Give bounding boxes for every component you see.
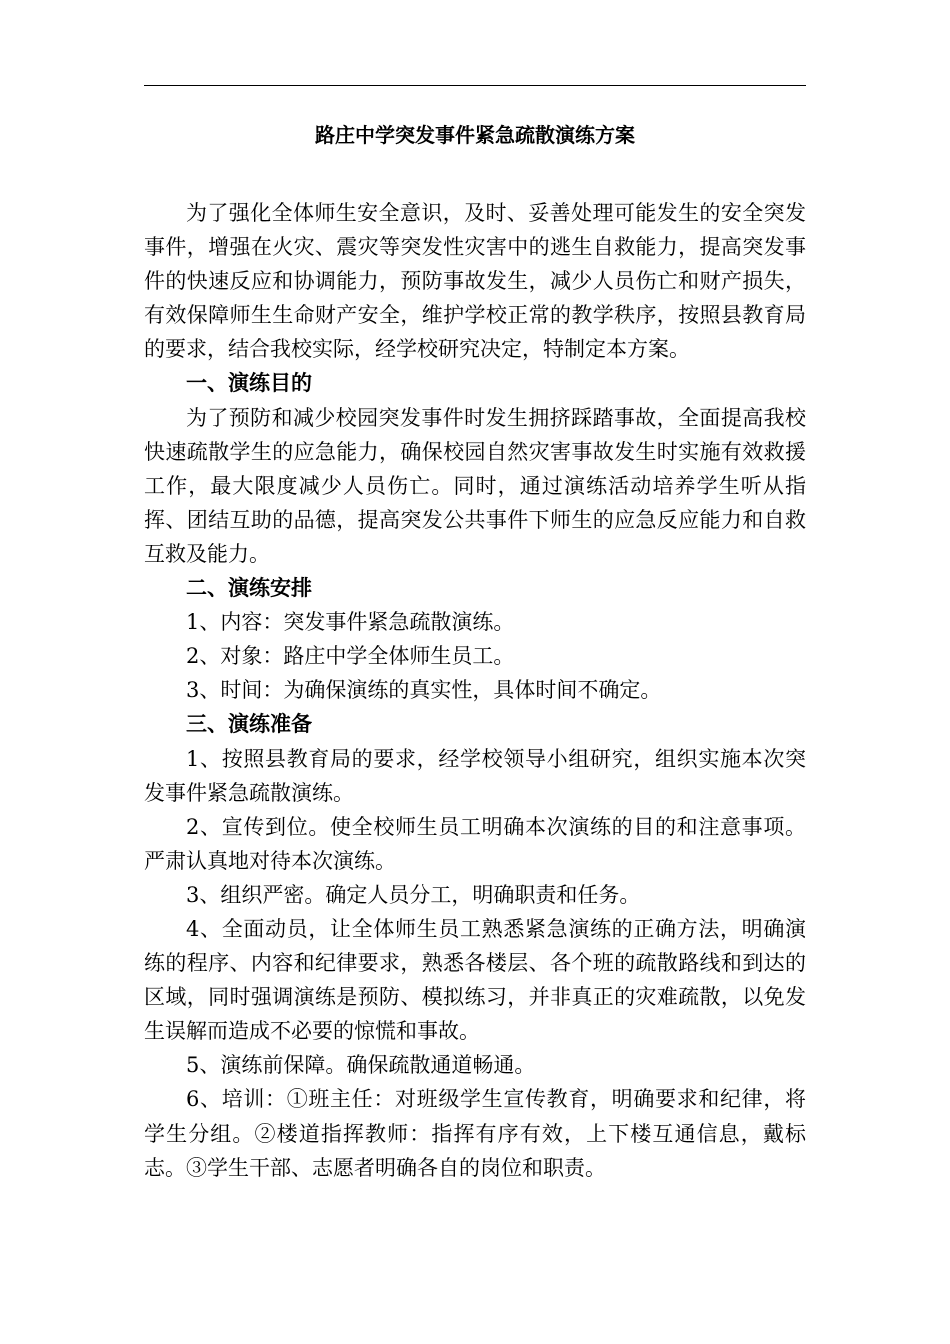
document-body (144, 196, 806, 1185)
header-rule (144, 85, 806, 86)
section-heading-purpose: 一、演练目的 (186, 370, 312, 396)
arrangement-item: 3、时间：为确保演练的真实性，具体时间不确定。 (186, 678, 662, 703)
document-title: 路庄中学突发事件紧急疏散演练方案 (315, 123, 635, 147)
section-paragraph-purpose: 为了预防和减少校园突发事件时发生拥挤踩踏事故，全面提高我校快速疏散学生的应急能力，确保校园自然灾害事故发生时实施有效救援工作，最大限度减少人员伤亡。同时，通过演练活动培养学生听从指挥、团结互助的品德，提高突发公共事件下师生的应急反应能力和自救互救及能力。 (144, 405, 806, 566)
arrangement-item: 2、对象：路庄中学全体师生员工。 (186, 644, 515, 669)
preparation-item: 3、组织严密。确定人员分工，明确职责和任务。 (186, 882, 641, 907)
intro-paragraph: 为了强化全体师生安全意识，及时、妥善处理可能发生的安全突发事件，增强在火灾、震灾等突发性灾害中的逃生自救能力，提高突发事件的快速反应和协调能力，预防事故发生，减少人员伤亡和财产损失，有效保障师生生命财产安全，维护学校正常的教学秩序，按照县教育局的要求，结合我校实际，经学校研究决定，特制定本方案。 (144, 201, 806, 362)
section-heading-arrangement: 二、演练安排 (186, 575, 312, 601)
preparation-item: 5、演练前保障。确保疏散通道畅通。 (186, 1053, 536, 1078)
section-heading-preparation: 三、演练准备 (186, 711, 312, 737)
preparation-item: 4、全面动员，让全体师生员工熟悉紧急演练的正确方法，明确演练的程序、内容和纪律要求，熟悉各楼层、各个班的疏散路线和到达的区域，同时强调演练是预防、模拟练习，并非真正的灾难疏散，以免发生误解而造成不必要的惊慌和事故。 (144, 916, 806, 1044)
arrangement-item: 1、内容：突发事件紧急疏散演练。 (186, 610, 515, 635)
preparation-item: 2、宣传到位。使全校师生员工明确本次演练的目的和注意事项。严肃认真地对待本次演练。 (144, 814, 806, 873)
preparation-item: 1、按照县教育局的要求，经学校领导小组研究，组织实施本次突发事件紧急疏散演练。 (144, 746, 806, 805)
preparation-item: 6、培训：①班主任：对班级学生宣传教育，明确要求和纪律，将学生分组。②楼道指挥教师：指挥有序有效，上下楼互通信息，戴标志。③学生干部、志愿者明确各自的岗位和职责。 (144, 1087, 806, 1180)
